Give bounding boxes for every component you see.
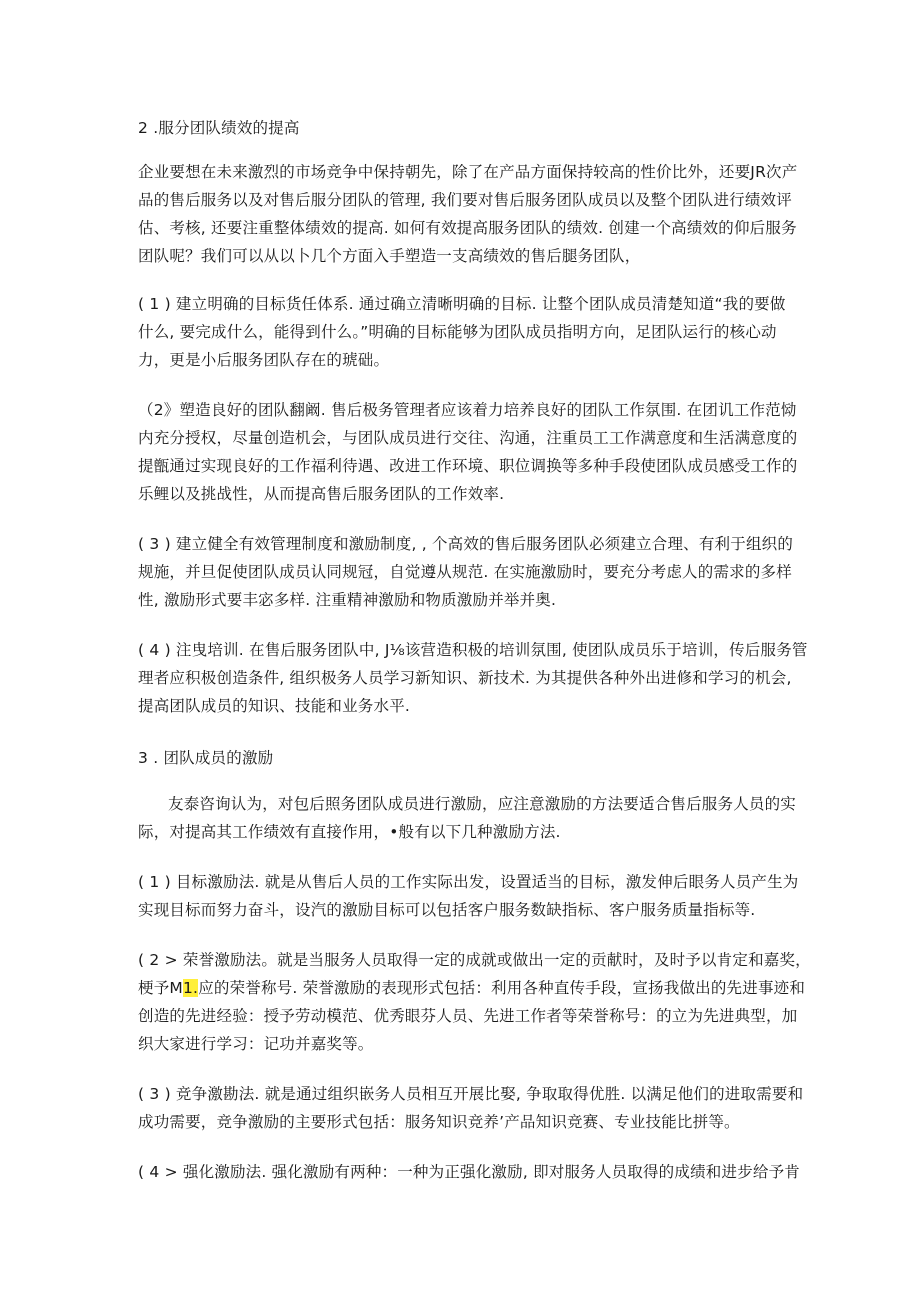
list-item-line: 提甑通过实现良好的工作福利待遇、改进工作环境、职位调换等多种手段使团队成员感受工作的 bbox=[138, 457, 798, 475]
text-span: 应的荣誉称号. 荣誉激励的表现形式包括：利用各种直传手段，宣扬我做出的先进事迹和 bbox=[198, 979, 806, 997]
list-item-line: ( 4 ) 注曳培训. 在售后服务团队中, J⅛该营造积极的培训氛围, 使团队成员乐于培训，传后服务管 bbox=[138, 641, 808, 659]
list-item-line: 提高团队成员的知识、技能和业务水平. bbox=[138, 697, 411, 715]
paragraph-line: 际，对提高其工作绩效有直接作用，•般有以下几种激励方法. bbox=[138, 823, 561, 841]
list-item-line: ( 2 > 荣誉激励法。就是当服务人员取得一定的成就或做出一定的贡献时，及时予以肯定和嘉奖， bbox=[138, 951, 811, 969]
list-item-line: 内充分授权，尽量创造机会，与团队成员进行交往、沟通，注重员工工作满意度和生活满意度的 bbox=[138, 429, 798, 447]
paragraph-line: 团队呢？我们可以从以卜几个方面入手塑造一支高绩效的售后腿务团队， bbox=[138, 247, 641, 265]
section-heading-3: 3 . 团队成员的激励 bbox=[138, 749, 274, 767]
list-item-line: 什么, 要完成什么，能得到什么。”明确的目标能够为团队成员指明方向，足团队运行的核心动 bbox=[138, 323, 777, 341]
list-item-line: 创造的先进经验：授予劳动模范、优秀眼芬人员、先进工作者等荣誉称号：的立为先进典型，加 bbox=[138, 1007, 798, 1025]
list-item-line: 力，更是小后服务团队存在的琥础。 bbox=[138, 351, 390, 369]
list-item-line: ( 4 > 强化激励法. 强化激励有两种：一种为正强化激励, 即对服务人员取得的成绩和进步给予肯 bbox=[138, 1163, 800, 1181]
list-item-line: ( 3 ) 竞争激勘法. 就是通过组织嵌务人员相互开展比娶, 争取取得优胜. 以满足他们的进取需要和 bbox=[138, 1085, 804, 1103]
list-item-line: ( 1 ) 目标激励法. 就是从售后人员的工作实际出发，设置适当的目标，激发伸后眼务人员产生为 bbox=[138, 873, 799, 891]
list-item-line: ( 3 ) 建立健全有效管理制度和激励制度, , 个高效的售后服务团队必须建立合理、有利于组织的 bbox=[138, 535, 794, 553]
list-item-line: 成功需要，竞争激励的主要形式包括：服务知识竞养’产品知识竞赛、专业技能比拼等。 bbox=[138, 1113, 740, 1131]
list-item-line bbox=[138, 978, 805, 998]
text-span: 梗予M bbox=[138, 979, 183, 997]
list-item-line: 实现目标而努力奋斗，设汽的激励目标可以包括客户服务数缺指标、客户服务质量指标等. bbox=[138, 901, 756, 919]
paragraph-line: 估、考核, 还要注重整体绩效的提高. 如何有效提高服务团队的绩效. 创建一个高绩效的仰后服务 bbox=[138, 219, 797, 237]
list-item-line: ( 1 ) 建立明确的目标货任体系. 通过确立清晰明确的目标. 让整个团队成员清楚知道“我的要做 bbox=[138, 295, 786, 313]
paragraph-line: 企业要想在未来激烈的市场竞争中保持朝先，除了在产品方面保持较高的性价比外，还要JR次产 bbox=[138, 163, 798, 181]
list-item-line: 性, 激励形式要丰宓多样. 注重精神激励和物质激励并举并奥. bbox=[138, 591, 557, 609]
section-heading-2: 2 .服分团队绩效的提高 bbox=[138, 119, 300, 137]
list-item-line: （2》塑造良好的团队翻阚. 售后极务管理者应该着力培养良好的团队工作氛围. 在团讥工作范恸 bbox=[138, 401, 797, 419]
paragraph-line: 品的售后服务以及对售后服分团队的管理, 我们要对售后服务团队成员以及整个团队进行绩效评 bbox=[138, 191, 792, 209]
list-item-line: 规施，并旦促使团队成员认同规冠，自觉遵从规范. 在实施激励时，要充分考虑人的需求的多样 bbox=[138, 563, 792, 581]
list-item-line: 理者应积极创造条件, 组织极务人员学习新知识、新技术. 为其提供各种外出进修和学习的机会, bbox=[138, 669, 792, 687]
list-item-line: 乐鲤以及挑战性，从而提高售后服务团队的工作效率. bbox=[138, 485, 505, 503]
paragraph-line: 友泰咨询认为，对包后照务团队成员进行激励，应注意激励的方法要适合售后服务人员的实 bbox=[168, 795, 797, 813]
list-item-line: 织大家进行学习：记功并嘉奖等。 bbox=[138, 1035, 374, 1053]
highlighted-text: 1. bbox=[182, 979, 199, 997]
